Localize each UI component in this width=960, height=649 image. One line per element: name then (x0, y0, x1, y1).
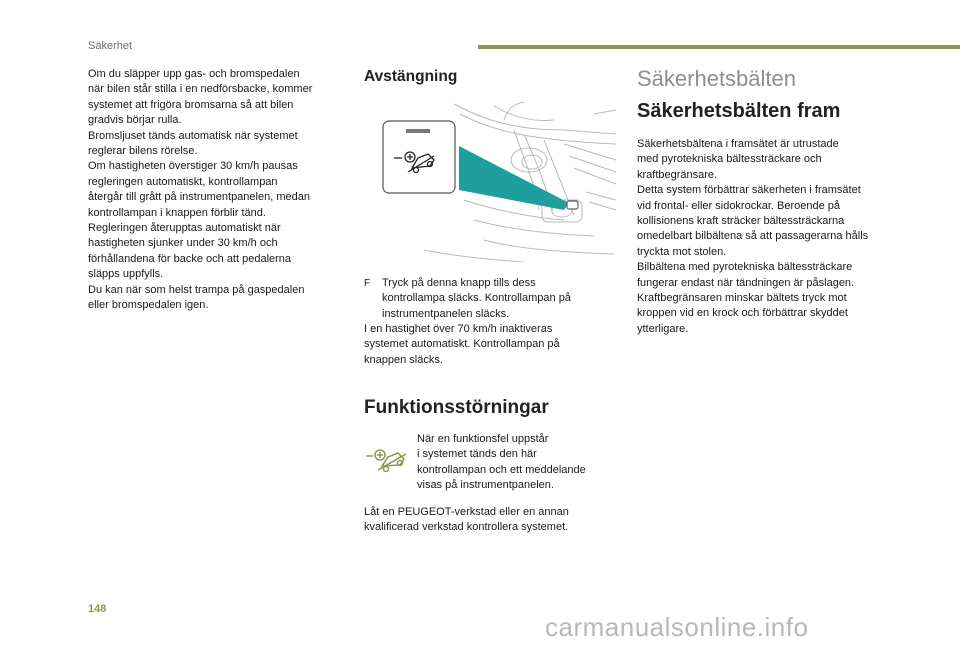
bullet-text: Tryck på denna knapp tills dess kontrollampa släcks. Kontrollampan på instrumentpanelen släcks. (382, 277, 571, 320)
header-rule (478, 45, 960, 49)
workshop-text: Låt en PEUGEOT-verkstad eller en annan kvalificerad verkstad kontrollera systemet. (364, 506, 569, 534)
page-number: 148 (88, 603, 107, 615)
front-seatbelts-heading: Säkerhetsbälten fram (637, 100, 841, 122)
watermark: carmanualsonline.info (545, 612, 809, 642)
bullet-item (364, 276, 614, 322)
malfunction-heading: Funktionsstörningar (364, 397, 549, 418)
seatbelts-description: Säkerhetsbältena i framsätet är utrustade med pyrotekniska bältessträckare och kraftbegränsare. Detta system förbättrar säkerheten i framsätet vid frontal- eller sidokrockar. Beroende på kollisionens kraft sträcker bältessträckarna omedelbart bilbältena så att passagerarna hålls tryckta mot stolen. Bilbältena med pyrotekniska bältessträckare fungerar endast när tändningen är påslagen. Kraftbegränsaren minskar bältets tryck mot kroppen vid en krock och förbättrar skyddet ytterligare. (637, 138, 869, 335)
bullet-marker: F (364, 278, 371, 289)
section-label: Säkerhet (88, 40, 133, 52)
warning-lamp-icon (364, 444, 410, 479)
console-drawing (364, 100, 616, 262)
deactivation-heading: Avstängning (364, 68, 458, 85)
console-illustration (364, 100, 616, 262)
malfunction-text: När en funktionsfel uppstår i systemet tänds den här kontrollampan och ett meddelande visas på instrumentpanelen. (417, 433, 586, 492)
callout-pointer (459, 146, 569, 210)
auto-deactivation-text: I en hastighet över 70 km/h inaktiveras systemet automatiskt. Kontrollampan på knappen släcks. (364, 323, 560, 366)
seatbelts-heading: Säkerhetsbälten (637, 66, 796, 91)
hill-assist-description: Om du släpper upp gas- och bromspedalen när bilen står stilla i en nedförsbacke, kommer systemet att frigöra bromsarna så att bilen gradvis börjar rulla. Bromsljuset tänds automatisk när systemet reglerar bilens rörelse. Om hastigheten överstiger 30 km/h pausas regleringen automatiskt, kontrollampan återgår till grått på instrumentpanelen, medan kontrollampan i knappen förblir tänd. Regleringen återupptas automatiskt när hastigheten sjunker under 30 km/h och förhållandena för backe och att pedalerna släpps uppfylls. Du kan när som helst trampa på gaspedalen eller bromspedalen igen. (88, 68, 313, 312)
